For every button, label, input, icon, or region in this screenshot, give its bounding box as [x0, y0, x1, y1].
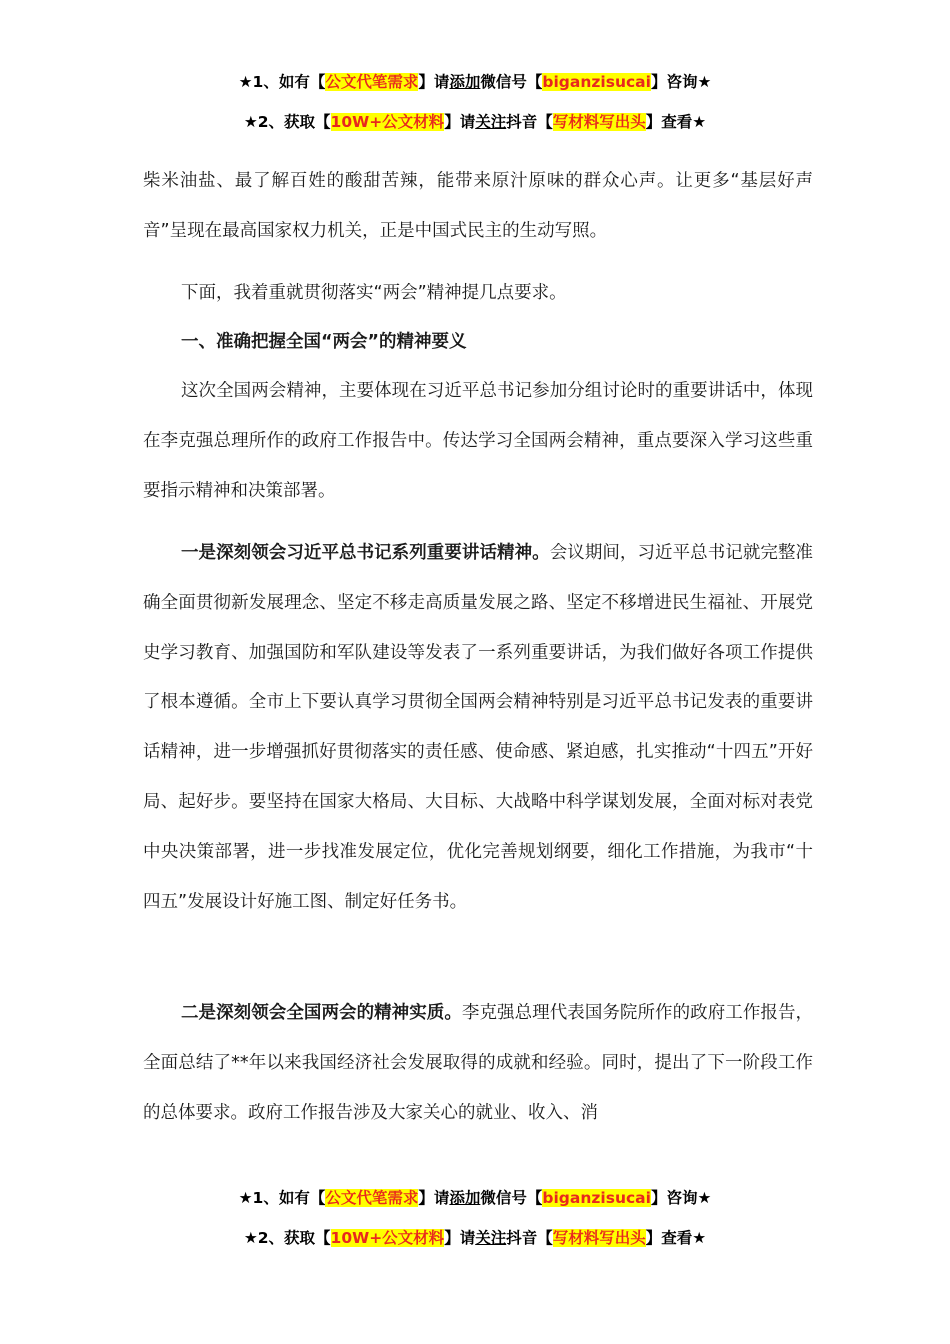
underlined-follow: 关注 — [475, 113, 507, 131]
underlined-add: 添加 — [449, 73, 481, 91]
point-one-lead: 一是深刻领会习近平总书记系列重要讲话精神。 — [181, 543, 550, 563]
paragraph-section-body: 这次全国两会精神，主要体现在习近平总书记参加分组讨论时的重要讲话中，体现在李克强总理所作的政府工作报告中。传达学习全国两会精神，重点要深入学习这些重要指示精神和决策部署。 — [143, 381, 813, 501]
highlight-materials: 10W+公文材料 — [330, 1229, 445, 1247]
promo-line-douyin-bottom: ★2、获取【10W+公文材料】请关注抖音【写材料写出头】查看★ — [243, 1229, 707, 1247]
underlined-add: 添加 — [449, 1189, 481, 1207]
underlined-follow: 关注 — [475, 1229, 507, 1247]
promo-line-wechat-top: ★1、如有【公文代笔需求】请添加微信号【biganzisucai】咨询★ — [238, 73, 712, 91]
point-one-text: 会议期间，习近平总书记就完整准确全面贯彻新发展理念、坚定不移走高质量发展之路、坚定不移增进民生福祉、开展党史学习教育、加强国防和军队建设等发表了一系列重要讲话，为我们做好各项工作提供了根本遵循。全市上下要认真学习贯彻全国两会精神特别是习近平总书记发表的重要讲话精神，进一步增强抓好贯彻落实的责任感、使命感、紧迫感，扎实推动“十四五”开好局、起好步。要坚持在国家大格局、大目标、大战略中科学谋划发展，全面对标对表党中央决策部署，进一步找准发展定位，优化完善规划纲要，细化工作措施，为我市“十四五”发展设计好施工图、制定好任务书。 — [143, 543, 814, 912]
highlight-wechat-id: biganzisucai — [542, 73, 651, 91]
promo-line-douyin-top: ★2、获取【10W+公文材料】请关注抖音【写材料写出头】查看★ — [243, 113, 707, 131]
paragraph-intro: 下面，我着重就贯彻落实“两会”精神提几点要求。 — [181, 283, 567, 303]
paragraph-continuation: 柴米油盐、最了解百姓的酸甜苦辣，能带来原汁原味的群众心声。让更多“基层好声音”呈现在最高国家权力机关，正是中国式民主的生动写照。 — [143, 171, 813, 241]
highlight-douyin-name: 写材料写出头 — [552, 1229, 646, 1247]
highlight-wechat-id: biganzisucai — [542, 1189, 651, 1207]
paragraph-point-one — [143, 529, 813, 927]
highlight-douyin-name: 写材料写出头 — [552, 113, 646, 131]
star-icon: ★ — [243, 1229, 258, 1247]
star-icon: ★ — [238, 1189, 253, 1207]
point-two-text: 李克强总理代表国务院所作的政府工作报告，全面总结了**年以来我国经济社会发展取得的成就和经验。同时，提出了下一阶段工作的总体要求。政府工作报告涉及大家关心的就业、收入、消 — [143, 1003, 814, 1123]
paragraph-point-two — [143, 989, 813, 1138]
point-two-lead: 二是深刻领会全国两会的精神实质。 — [181, 1003, 462, 1023]
section-heading: 一、准确把握全国“两会”的精神要义 — [181, 332, 467, 352]
highlight-service: 公文代笔需求 — [325, 1189, 419, 1207]
promo-line-wechat-bottom: ★1、如有【公文代笔需求】请添加微信号【biganzisucai】咨询★ — [238, 1189, 712, 1207]
highlight-service: 公文代笔需求 — [325, 73, 419, 91]
highlight-materials: 10W+公文材料 — [330, 113, 445, 131]
star-icon: ★ — [238, 73, 253, 91]
star-icon: ★ — [243, 113, 258, 131]
